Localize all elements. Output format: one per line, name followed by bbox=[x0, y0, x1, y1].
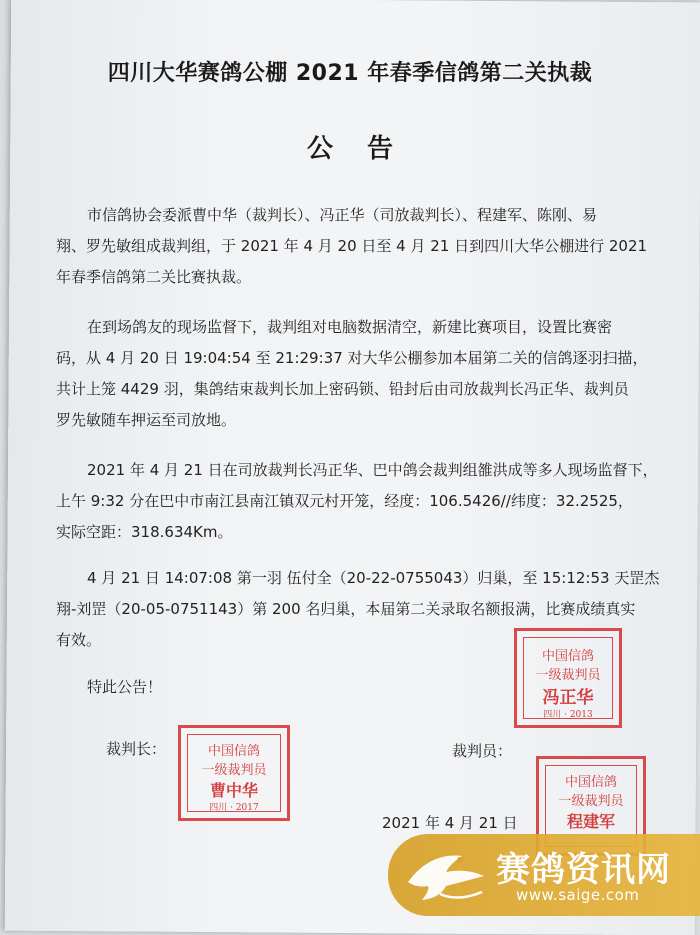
paragraph-line: 有效。 bbox=[56, 631, 102, 649]
chief-judge-seal-stamp bbox=[178, 725, 290, 821]
stamp-name: 冯正华 bbox=[542, 688, 594, 708]
stamp-line: 一级裁判员 bbox=[535, 668, 601, 683]
stamp-line: 中国信鸽 bbox=[207, 744, 260, 759]
stamp-line: 一级裁判员 bbox=[558, 794, 624, 809]
paragraph-line: 罗先敏随车押运至司放地。 bbox=[56, 411, 237, 429]
watermark-url: www.saige.com bbox=[516, 886, 640, 904]
paragraph-line: 在到场鸽友的现场监督下，裁判组对电脑数据清空，新建比赛项目，设置比赛密 bbox=[87, 318, 613, 336]
announcement-heading: 公告 bbox=[306, 134, 427, 164]
site-watermark bbox=[388, 834, 700, 916]
stamp-line: 中国信鸽 bbox=[564, 775, 617, 790]
document-title: 四川大华赛鸽公棚 2021 年春季信鸽第二关执裁 bbox=[107, 61, 593, 86]
paragraph-line: 翔、罗先敏组成裁判组，于 2021 年 4 月 20 日至 4 月 21 日到四川大华公棚进行 2021 bbox=[56, 237, 648, 255]
paragraph-line: 市信鸽协会委派曹中华（裁判长）、冯正华（司放裁判长）、程建军、陈刚、易 bbox=[87, 206, 598, 224]
chief-judge-label: 裁判长： bbox=[106, 740, 167, 758]
paragraph-1 bbox=[56, 200, 656, 293]
paragraph-line: 4 月 21 日 14:07:08 第一羽 伍付全（20-22-0755043）归巢，至 15:12:53 天罡杰 bbox=[87, 569, 660, 587]
paragraph-line: 码，从 4 月 20 日 19:04:54 至 21:29:37 对大华公棚参加本届第二关的信鸽逐羽扫描， bbox=[56, 349, 648, 367]
paragraph-line: 共计上笼 4429 羽，集鸽结束裁判长加上密码锁、铅封后由司放裁判长冯正华、裁判员 bbox=[56, 380, 629, 398]
stamp-footer: 四川 · 2013 bbox=[543, 710, 593, 720]
stamp-line: 一级裁判员 bbox=[201, 763, 267, 778]
paragraph-line: 年春季信鸽第二关比赛执裁。 bbox=[56, 268, 252, 286]
paragraph-line: 翔-刘罡（20-05-0751143）第 200 名归巢，本届第二关录取名额报满，比赛成绩真实 bbox=[56, 600, 636, 618]
paragraph-line: 上午 9:32 分在巴中市南江县南江镇双元村开笼，经度：106.5426//纬度：32.2525， bbox=[56, 492, 633, 510]
paragraph-3 bbox=[56, 455, 656, 548]
stamp-footer: 四川 · 2017 bbox=[209, 803, 259, 813]
paragraph-2 bbox=[56, 312, 656, 436]
pigeon-logo-icon bbox=[400, 842, 490, 908]
paragraph-line: 2021 年 4 月 21 日在司放裁判长冯正华、巴中鸽会裁判组雒洪成等多人现场监督下， bbox=[87, 461, 658, 479]
paragraph-line: 实际空距：318.634Km。 bbox=[56, 523, 233, 541]
stamp-line: 中国信鸽 bbox=[541, 649, 594, 664]
stamp-name: 程建军 bbox=[566, 812, 615, 831]
judge-label: 裁判员： bbox=[452, 742, 513, 760]
watermark-site-name: 赛鸽资讯网 bbox=[496, 850, 671, 890]
stamp-name: 曹中华 bbox=[209, 781, 258, 800]
closing-text: 特此公告！ bbox=[87, 678, 163, 696]
document-date: 2021 年 4 月 21 日 bbox=[382, 814, 518, 832]
judge-seal-stamp bbox=[514, 628, 622, 728]
